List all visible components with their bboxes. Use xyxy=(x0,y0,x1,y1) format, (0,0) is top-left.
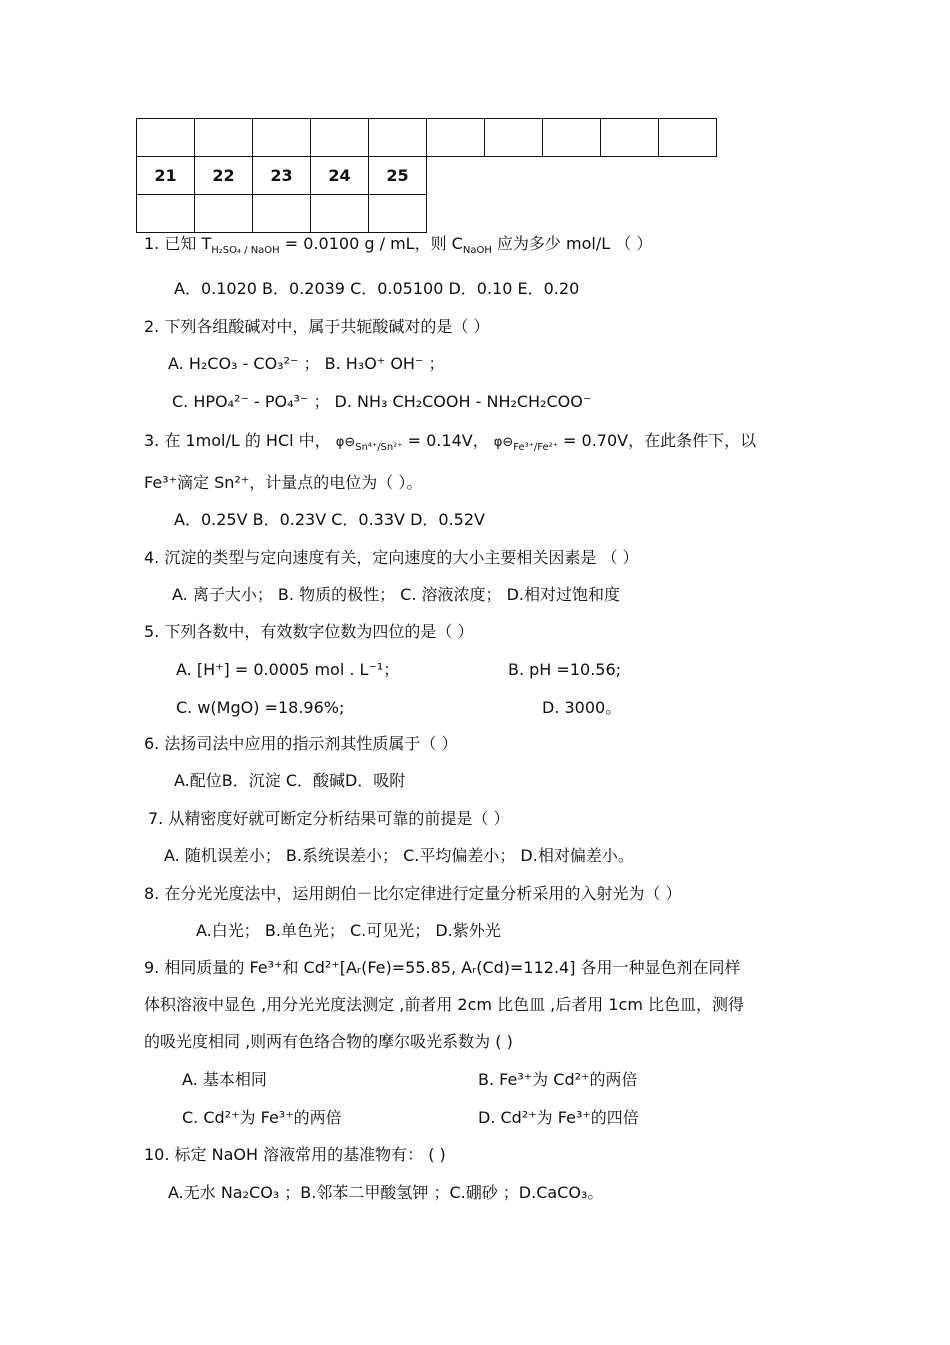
q2-option-cd: C. HPO₄²⁻ - PO₄³⁻ ； D. NH₃ CH₂COOH - NH₂CH₂COO⁻ xyxy=(172,392,592,411)
q9-line1: 9. 相同质量的 Fe³⁺和 Cd²⁺[Aᵣ(Fe)=55.85, Aᵣ(Cd)=112.4] 各用一种显色剂在同样 xyxy=(144,958,741,977)
question-number: 21 xyxy=(137,157,195,195)
q9-line2: 体积溶液中显色 ,用分光光度法测定 ,前者用 2cm 比色皿 ,后者用 1cm 比色皿，测得 xyxy=(144,995,744,1014)
answer-row-top xyxy=(137,119,717,157)
q3-stem: 3. 在 1mol/L 的 HCl 中， $\varphi⊖_{Sn^{4+}/Sn^{2+}} = 0.14V$， $\varphi⊖_{Fe^{3+}/Fe^{2+}} = 0.70V$，在此条件下，以 xyxy=(144,431,757,454)
q5-option-d: D. 3000。 xyxy=(542,698,622,717)
q9-option-a: A. 基本相同 xyxy=(182,1070,267,1089)
answer-cell[interactable] xyxy=(311,119,369,157)
answer-cell[interactable] xyxy=(137,119,195,157)
q7-options: A. 随机误差小； B.系统误差小； C.平均偏差小； D.相对偏差小。 xyxy=(164,846,634,865)
question-number: 24 xyxy=(311,157,369,195)
q9-option-b: B. Fe³⁺为 Cd²⁺的两倍 xyxy=(478,1070,638,1089)
q5-option-a: A. [H⁺] = 0.0005 mol . L⁻¹； xyxy=(176,660,400,679)
q9-line3: 的吸光度相同 ,则两有色络合物的摩尔吸光系数为 ( ) xyxy=(144,1032,513,1051)
answer-cell[interactable] xyxy=(369,195,427,233)
answer-cell[interactable] xyxy=(195,195,253,233)
answer-cell[interactable] xyxy=(137,195,195,233)
q8-stem: 8. 在分光光度法中，运用朗伯－比尔定律进行定量分析采用的入射光为（ ） xyxy=(144,884,682,903)
q5-stem: 5. 下列各数中，有效数字位数为四位的是（ ） xyxy=(144,622,474,641)
question-number: 25 xyxy=(369,157,427,195)
q7-stem: 7. 从精密度好就可断定分析结果可靠的前提是（ ） xyxy=(148,809,510,828)
answer-row-numbers xyxy=(137,157,717,195)
q5-option-c: C. w(MgO) =18.96%; xyxy=(176,698,345,717)
q6-stem: 6. 法扬司法中应用的指示剂其性质属于（ ） xyxy=(144,734,458,753)
answer-cell[interactable] xyxy=(253,119,311,157)
answer-cell[interactable] xyxy=(659,119,717,157)
q8-options: A.白光； B.单色光； C.可见光； D.紫外光 xyxy=(196,921,501,940)
q1-stem: 1. 已知 $T_{H_2SO_4 / NaOH} = 0.0100$ g / mL，则 $C_{NaOH}$ 应为多少 mol/L （ ） xyxy=(144,234,653,257)
question-number: 22 xyxy=(195,157,253,195)
answer-cell[interactable] xyxy=(601,119,659,157)
answer-cell[interactable] xyxy=(485,119,543,157)
q3-stem-line2: Fe³⁺滴定 Sn²⁺，计量点的电位为（ ）。 xyxy=(144,473,423,492)
question-number: 23 xyxy=(253,157,311,195)
answer-cell[interactable] xyxy=(195,119,253,157)
q10-options: A.无水 Na₂CO₃ ；B.邻苯二甲酸氢钾 ；C.硼砂 ；D.CaCO₃。 xyxy=(168,1183,604,1202)
q4-stem: 4. 沉淀的类型与定向速度有关，定向速度的大小主要相关因素是 （ ） xyxy=(144,548,639,567)
answer-cell[interactable] xyxy=(253,195,311,233)
q1-options: A．0.1020 B．0.2039 C．0.05100 D．0.10 E．0.20 xyxy=(174,279,580,298)
q2-stem: 2. 下列各组酸碱对中，属于共轭酸碱对的是（ ） xyxy=(144,317,490,336)
answer-cell[interactable] xyxy=(311,195,369,233)
q9-option-c: C. Cd²⁺为 Fe³⁺的两倍 xyxy=(182,1108,342,1127)
answer-table xyxy=(136,118,717,233)
q9-option-d: D. Cd²⁺为 Fe³⁺的四倍 xyxy=(478,1108,639,1127)
q10-stem: 10. 标定 NaOH 溶液常用的基准物有： ( ) xyxy=(144,1145,446,1164)
answer-cell[interactable] xyxy=(427,119,485,157)
q6-options: A.配位B．沉淀 C．酸碱D．吸附 xyxy=(174,771,406,790)
answer-row-bottom xyxy=(137,195,717,233)
answer-cell[interactable] xyxy=(369,119,427,157)
q5-option-b: B. pH =10.56; xyxy=(508,660,622,679)
q3-options: A．0.25V B．0.23V C．0.33V D．0.52V xyxy=(174,510,485,529)
q4-options: A. 离子大小； B. 物质的极性； C. 溶液浓度； D.相对过饱和度 xyxy=(172,585,620,604)
answer-cell[interactable] xyxy=(543,119,601,157)
q2-option-ab: A. H₂CO₃ - CO₃²⁻ ； B. H₃O⁺ OH⁻ ； xyxy=(168,354,445,373)
